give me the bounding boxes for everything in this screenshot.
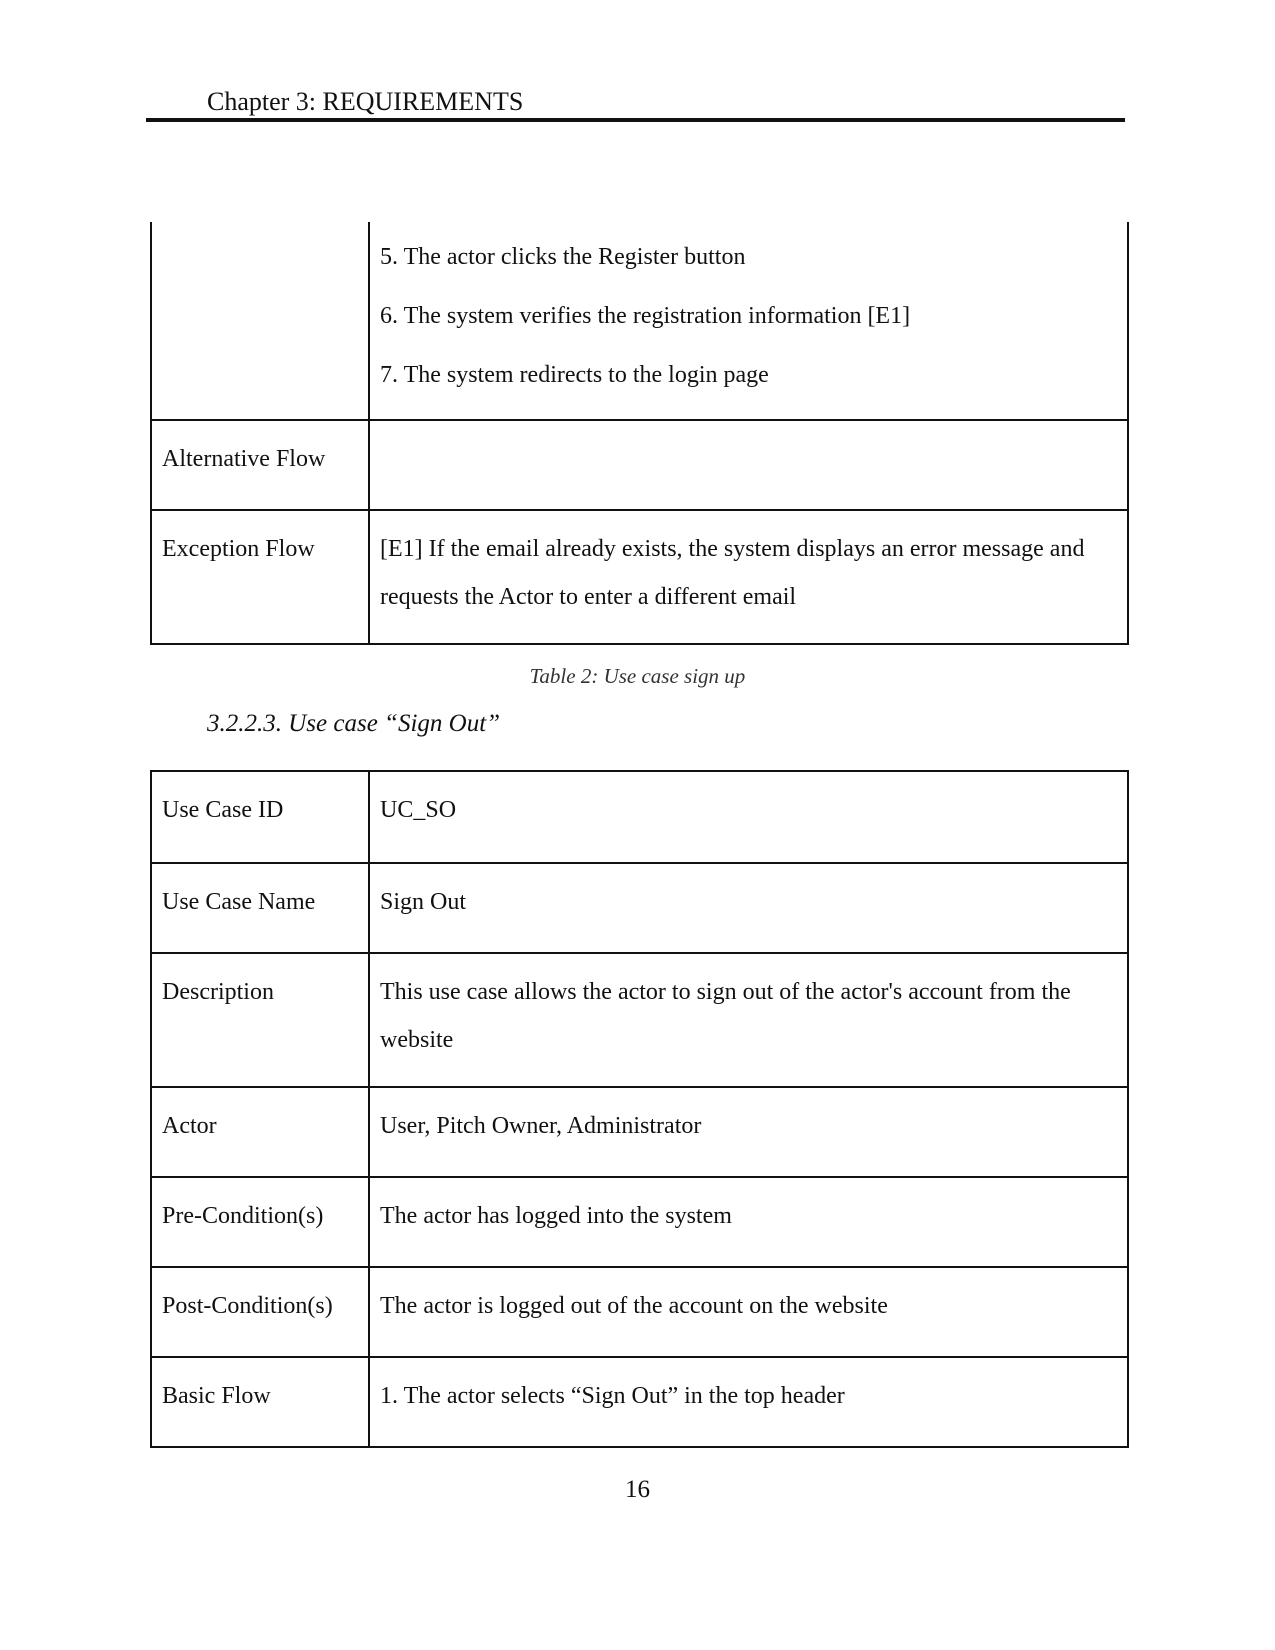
table-cell-steps [369,222,1128,420]
table-cell-label: Use Case Name [151,863,369,953]
table-cell-label: Exception Flow [151,510,369,644]
flow-step: 5. The actor clicks the Register button [380,244,746,270]
table-row [151,953,1128,1087]
header-rule [146,118,1125,122]
table-caption: Table 2: Use case sign up [529,664,746,688]
table-row [151,1357,1128,1447]
table-row [151,863,1128,953]
page-number: 16 [625,1476,650,1503]
table-cell-label [151,222,369,420]
table-cell-value: User, Pitch Owner, Administrator [369,1087,1128,1177]
table-cell-value: The actor is logged out of the account on the website [369,1267,1128,1357]
flow-step: 6. The system verifies the registration information [E1] [380,303,911,329]
flow-step: 7. The system redirects to the login page [380,362,769,388]
table-row [151,510,1128,644]
table-cell-value: This use case allows the actor to sign out of the actor's account from the website [369,953,1128,1087]
table-cell-value: 1. The actor selects “Sign Out” in the top header [369,1357,1128,1447]
table-cell-value: [E1] If the email already exists, the system displays an error message and requests the Actor to enter a different email [369,510,1128,644]
table-cell-label: Basic Flow [151,1357,369,1447]
table-row [151,222,1128,420]
signout-table [150,770,1129,1448]
table-row [151,420,1128,510]
table-cell-value: The actor has logged into the system [369,1177,1128,1267]
table-cell-label: Pre-Condition(s) [151,1177,369,1267]
table-cell-label: Use Case ID [151,771,369,863]
table-cell-label: Description [151,953,369,1087]
table-row [151,1267,1128,1357]
chapter-header: Chapter 3: REQUIREMENTS [207,87,524,116]
table-row [151,1087,1128,1177]
signup-table-continued [150,222,1129,645]
table-cell-value: UC_SO [369,771,1128,863]
table-cell-label: Actor [151,1087,369,1177]
table-row [151,1177,1128,1267]
table-cell-label: Alternative Flow [151,420,369,510]
table-cell-value: Sign Out [369,863,1128,953]
table-cell-label: Post-Condition(s) [151,1267,369,1357]
section-heading: 3.2.2.3. Use case “Sign Out” [207,710,501,737]
table-row [151,771,1128,863]
table-cell-value [369,420,1128,510]
